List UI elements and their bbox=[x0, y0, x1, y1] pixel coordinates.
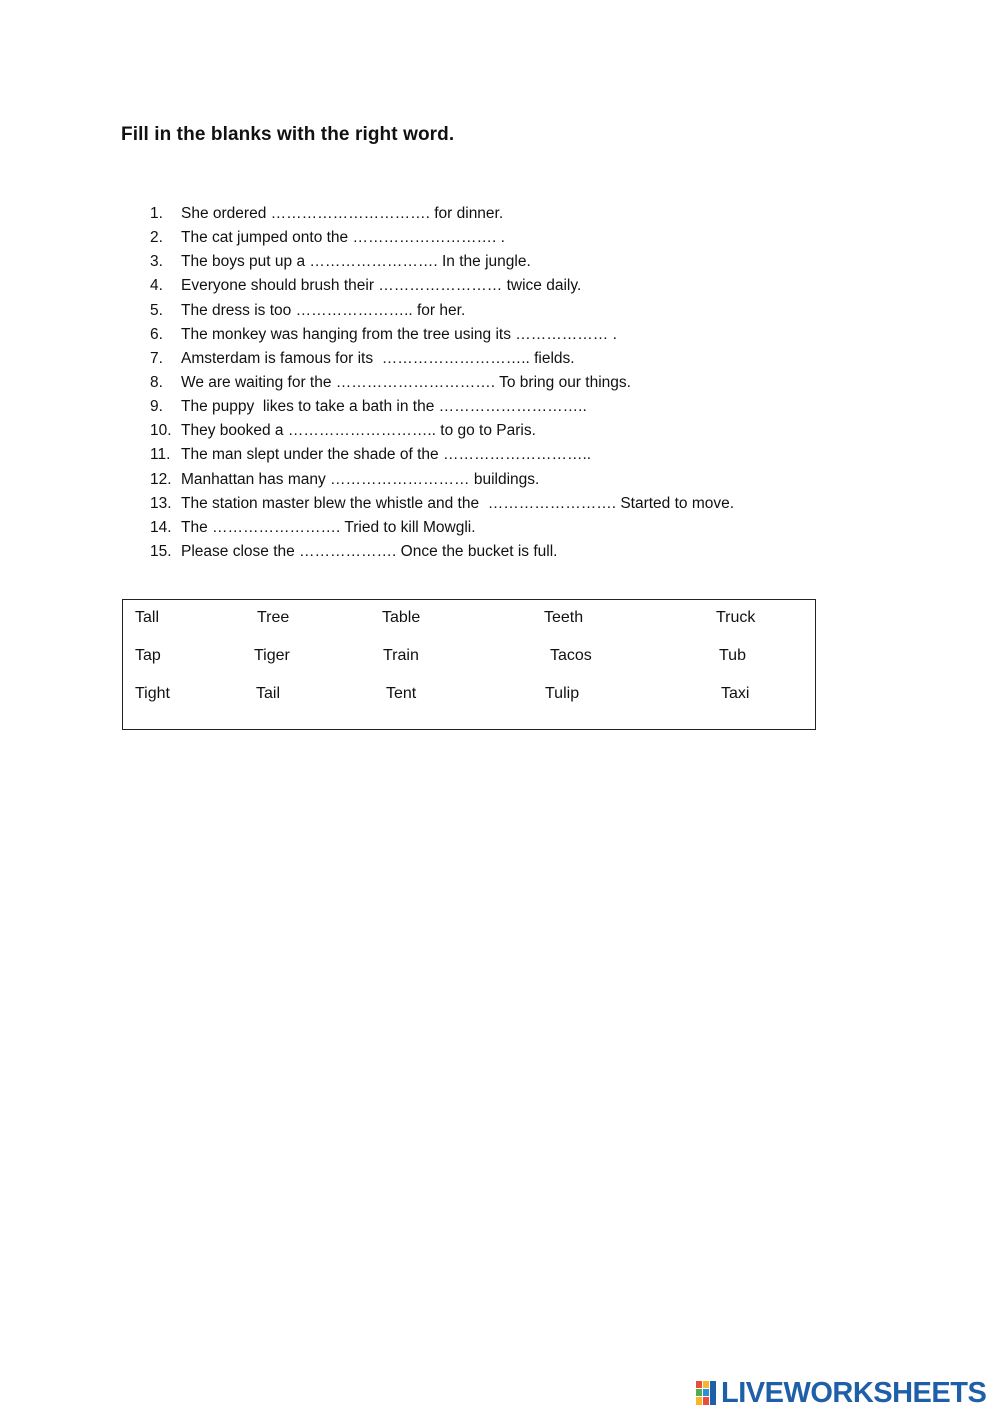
word-bank-word: Tall bbox=[135, 609, 160, 626]
question-text: The dress is too ………………….. for her. bbox=[181, 301, 466, 319]
question-item bbox=[150, 419, 734, 443]
word-bank-word: Tacos bbox=[550, 647, 592, 664]
question-list bbox=[150, 202, 734, 564]
question-text: The man slept under the shade of the ……………………….. bbox=[181, 446, 592, 464]
question-item bbox=[150, 468, 734, 492]
question-item bbox=[150, 540, 734, 564]
question-text: We are waiting for the …………………………. To bring our things. bbox=[181, 373, 631, 391]
question-text: Please close the ………………. Once the bucket is full. bbox=[181, 542, 558, 560]
question-text: The monkey was hanging from the tree using its ……………… . bbox=[181, 325, 617, 343]
question-item bbox=[150, 395, 734, 419]
question-number: 14. bbox=[150, 518, 172, 536]
word-bank-word: Tree bbox=[257, 609, 290, 626]
question-number: 9. bbox=[150, 398, 163, 416]
question-item bbox=[150, 250, 734, 274]
word-bank-word: Tiger bbox=[254, 647, 290, 664]
question-number: 5. bbox=[150, 301, 163, 319]
question-item bbox=[150, 371, 734, 395]
question-item bbox=[150, 516, 734, 540]
word-bank-word: Tap bbox=[135, 647, 161, 664]
question-number: 13. bbox=[150, 494, 172, 512]
word-bank-word: Taxi bbox=[721, 685, 750, 702]
word-bank-word: Teeth bbox=[544, 609, 584, 626]
question-number: 3. bbox=[150, 253, 163, 271]
question-item bbox=[150, 299, 734, 323]
question-text: The puppy likes to take a bath in the ……………………….. bbox=[181, 398, 587, 416]
question-item bbox=[150, 323, 734, 347]
question-number: 6. bbox=[150, 325, 163, 343]
word-bank-word: Tub bbox=[719, 647, 746, 664]
question-text: The ……………………. Tried to kill Mowgli. bbox=[181, 518, 476, 536]
question-item bbox=[150, 492, 734, 516]
question-number: 15. bbox=[150, 542, 172, 560]
question-text: Manhattan has many ……………………… buildings. bbox=[181, 470, 540, 488]
question-item bbox=[150, 274, 734, 298]
question-number: 11. bbox=[150, 446, 171, 464]
question-number: 8. bbox=[150, 373, 163, 391]
word-bank-word: Truck bbox=[716, 609, 756, 626]
question-number: 7. bbox=[150, 349, 163, 367]
question-number: 4. bbox=[150, 277, 163, 295]
word-bank-word: Tent bbox=[386, 685, 417, 702]
question-number: 1. bbox=[150, 205, 163, 222]
question-text: The station master blew the whistle and the ……………………. Started to move. bbox=[181, 494, 735, 512]
logo-text: LIVEWORKSHEETS bbox=[721, 1377, 987, 1409]
question-text: She ordered …………………………. for dinner. bbox=[181, 205, 504, 222]
question-item bbox=[150, 226, 734, 250]
word-bank-word: Tight bbox=[135, 685, 170, 702]
liveworksheets-logo bbox=[696, 1378, 986, 1408]
question-item bbox=[150, 443, 734, 467]
question-number: 10. bbox=[150, 422, 172, 440]
question-text: Everyone should brush their …………………… twice daily. bbox=[181, 277, 582, 295]
word-bank-word: Train bbox=[383, 647, 419, 664]
word-bank-word: Table bbox=[382, 609, 421, 626]
word-bank-box bbox=[122, 599, 816, 730]
question-item bbox=[150, 202, 734, 226]
liveworksheets-logo-icon bbox=[696, 1380, 718, 1406]
word-bank-word: Tail bbox=[256, 685, 281, 702]
question-text: They booked a ……………………….. to go to Paris. bbox=[181, 422, 536, 440]
question-item bbox=[150, 347, 734, 371]
page-title: Fill in the blanks with the right word. bbox=[121, 124, 455, 145]
question-number: 12. bbox=[150, 470, 172, 488]
question-text: The cat jumped onto the ………………………. . bbox=[181, 229, 505, 247]
question-text: Amsterdam is famous for its ……………………….. fields. bbox=[181, 349, 575, 367]
word-bank-word: Tulip bbox=[545, 685, 580, 702]
question-number: 2. bbox=[150, 229, 163, 247]
question-text: The boys put up a ……………………. In the jungle. bbox=[181, 253, 531, 271]
